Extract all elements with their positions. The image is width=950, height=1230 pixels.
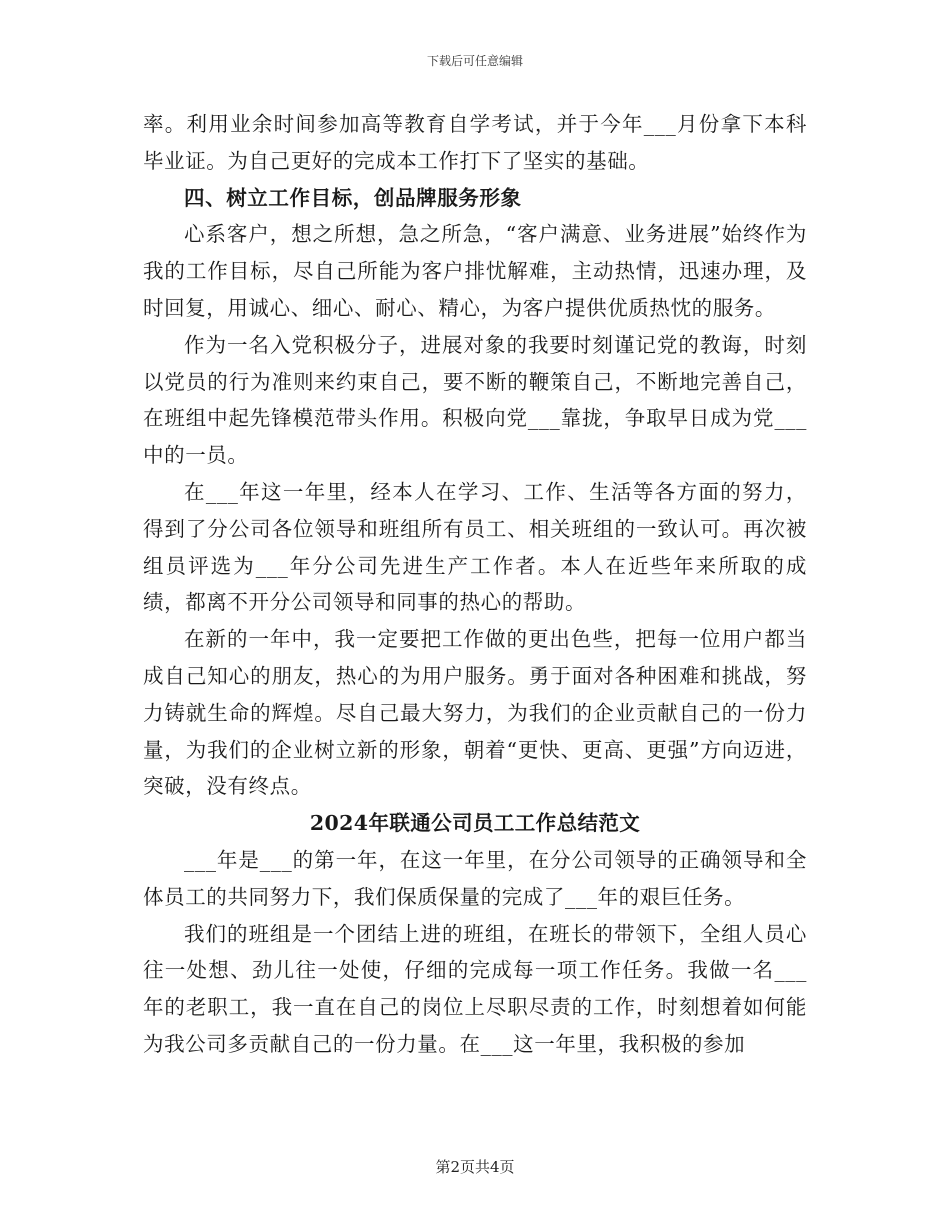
document-body	[143, 106, 807, 1063]
paragraph-party-member: 作为一名入党积极分子，进展对象的我要时刻谨记党的教诲，时刻以党员的行为准则来约束自己，要不断的鞭策自己，不断地完善自己，在班组中起先锋模范带头作用。积极向党___靠拢，争取早日成为党___中的一员。	[143, 332, 807, 468]
paragraph-continuation: 率。利用业余时间参加高等教育自学考试，并于今年___月份拿下本科毕业证。为自己更好的完成本工作打下了坚实的基础。	[143, 112, 807, 173]
paragraph-achievements: 在___年这一年里，经本人在学习、工作、生活等各方面的努力，得到了分公司各位领导和班组所有员工、相关班组的一致认可。再次被组员评选为___年分公司先进生产工作者。本人在近些年来所取的成绩，都离不开分公司领导和同事的热心的帮助。	[143, 479, 807, 615]
paragraph-new-year: 在新的一年中，我一定要把工作做的更出色些，把每一位用户都当成自己知心的朋友，热心的为用户服务。勇于面对各种困难和挑战，努力铸就生命的辉煌。尽自己最大努力，为我们的企业贡献自己的一份力量，为我们的企业树立新的形象，朝着“更快、更高、更强”方向迈进，突破，没有终点。	[143, 627, 807, 799]
document-title: 2024年联通公司员工工作总结范文	[309, 811, 641, 836]
paragraph-intro: ___年是___的第一年，在这一年里，在分公司领导的正确领导和全体员工的共同努力下，我们保质保量的完成了___年的艰巨任务。	[143, 847, 807, 909]
section-heading-4: 四、树立工作目标，创品牌服务形象	[184, 185, 522, 210]
paragraph-customer-service: 心系客户，想之所想，急之所急，“客户满意、业务进展”始终作为我的工作目标，尽自己所能为客户排忧解难，主动热情，迅速办理，及时回复，用诚心、细心、耐心、精心，为客户提供优质热忱的服务。	[143, 222, 807, 320]
page-footer: 第2页共4页	[435, 1158, 515, 1176]
page-header: 下载后可任意编辑	[426, 54, 523, 68]
paragraph-team: 我们的班组是一个团结上进的班组，在班长的带领下，全组人员心往一处想、劲儿往一处使，仔细的完成每一项工作任务。我做一名___年的老职工，我一直在自己的岗位上尽职尽责的工作，时刻想着如何能为我公司多贡献自己的一份力量。在___这一年里，我积极的参加	[143, 921, 807, 1056]
